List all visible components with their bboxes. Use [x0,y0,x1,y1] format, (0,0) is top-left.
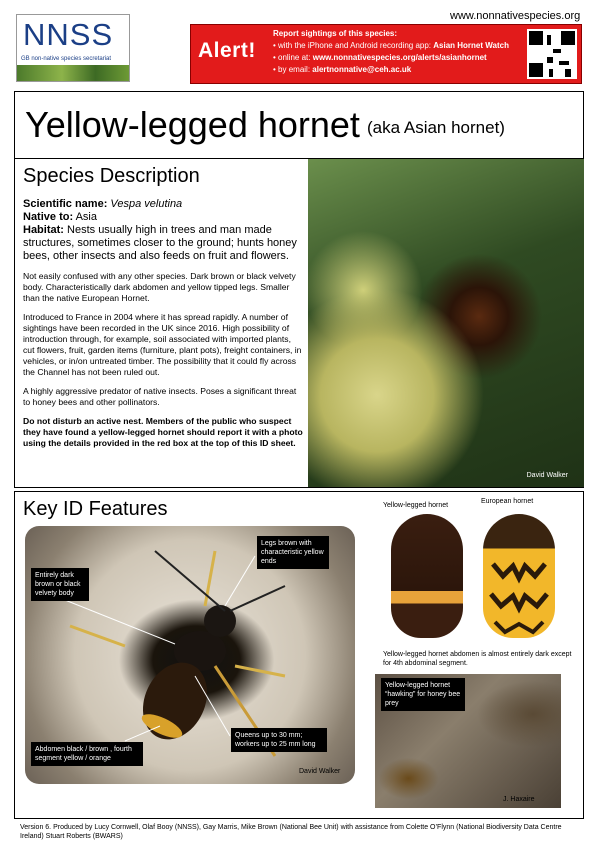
species-description-heading: Species Description [23,165,200,187]
key-id-section [14,491,584,819]
native-to-value: Asia [75,211,97,223]
species-description-text [23,165,303,457]
alert-email-link[interactable]: alertnonnative@ceh.ac.uk [312,65,412,74]
description-warning: Do not disturb an active nest. Members of the public who suspect they have found a yellow-legged hornet should report it with a photo using the details provided in the red box at the top of this ID sheet. [23,416,303,448]
description-paragraph-1: Not easily confused with any other species. Dark brown or black velvety body. Characteristically dark abdomen and yellow tipped legs. Smaller than the native European Hornet. [23,271,296,303]
abdomen-comparison-caption: Yellow-legged hornet abdomen is almost entirely dark except for 4th abdominal segment. [383,651,572,667]
european-hornet-abdomen-illustration [483,514,555,638]
alert-line-app: • with the iPhone and Android recording app: Asian Hornet Watch [273,41,509,50]
page-subtitle-aka: (aka Asian hornet) [367,118,505,137]
yellow-legged-abdomen-illustration [391,514,463,638]
alert-report-title: Report sightings of this species: [273,29,398,38]
hornet-on-flowers-photo [308,159,584,487]
photo-credit: David Walker [526,472,568,479]
alert-app-name: Asian Hornet Watch [433,41,509,50]
callout-legs: Legs brown with characteristic yellow ends [257,536,329,569]
logo-landscape-strip [17,65,129,81]
alert-line-online: • online at: www.nonnativespecies.org/alerts/asianhornet [273,53,487,62]
alert-line-app-prefix: with the iPhone and Android recording app: [278,41,434,50]
logo-text: NNSS [23,17,114,52]
key-id-heading: Key ID Features [23,498,168,520]
title-box [14,91,584,159]
nnss-logo [16,14,130,82]
callout-hawking: Yellow-legged hornet “hawking” for honey bee prey [381,678,465,711]
footer-credits: Version 6. Produced by Lucy Cornwell, Olaf Booy (NNSS), Gay Marris, Mike Brown (National Bee Unit) with assistance from Colette O’Flynn (National Biodiversity Data Centre Ireland) Stuart Roberts (BWARS) [20,824,562,840]
alert-box [190,24,582,84]
alert-line-email-prefix: by email: [278,65,313,74]
website-url[interactable]: www.nonnativespecies.org [450,10,581,22]
european-abdomen-markings [483,514,555,638]
alert-line-email: • by email: alertnonnative@ceh.ac.uk [273,65,412,74]
callout-queens: Queens up to 30 mm; workers up to 25 mm long [231,728,327,752]
hornet-specimen-photo [25,526,355,784]
scientific-name [23,198,303,211]
page-title: Yellow-legged hornet [25,104,360,145]
native-to-label: Native to: [23,211,74,223]
hornet-hawking-photo [375,674,561,808]
alert-heading: Alert! [198,39,256,62]
scientific-name-label: Scientific name: [23,198,108,210]
callout-abdomen: Abdomen black / brown , fourth segment yellow / orange [31,742,143,766]
logo-subtitle: GB non-native species secretariat [21,56,112,62]
alert-online-link[interactable]: www.nonnativespecies.org/alerts/asianhornet [312,53,487,62]
label-yellow-legged-hornet: Yellow-legged hornet [383,502,449,509]
species-description-section [14,158,584,488]
native-to [23,211,303,224]
alert-line-online-prefix: online at: [278,53,313,62]
description-paragraph-2: Introduced to France in 2004 where it has spread rapidly. A number of sightings have been recorded in the UK since 2016. High possibility of introduction through, for example, soil associated with imported plants, cut flowers, fruit, garden items (furniture, plant pots), freight containers, in vehicles, or in/on untreated timber. The possibility that it could fly across the Channel has not been ruled out. [23,312,302,377]
qr-code[interactable] [527,29,577,79]
specimen-photo-credit: David Walker [299,768,341,775]
description-paragraph-3: A highly aggressive predator of native insects. Poses a significant threat to honey bees and other pollinators. [23,386,297,407]
callout-body: Entirely dark brown or black velvety body [31,568,89,601]
scientific-name-value: Vespa velutina [110,198,183,210]
habitat-label: Habitat: [23,224,64,236]
habitat [23,224,303,263]
hawking-photo-credit: J. Haxaire [503,796,535,803]
habitat-value: Nests usually high in trees and man made structures, sometimes closer to the ground; hunts honey bees, other insects and also feeds on fruit and flowers. [23,224,297,262]
label-european-hornet: European hornet [481,498,534,505]
